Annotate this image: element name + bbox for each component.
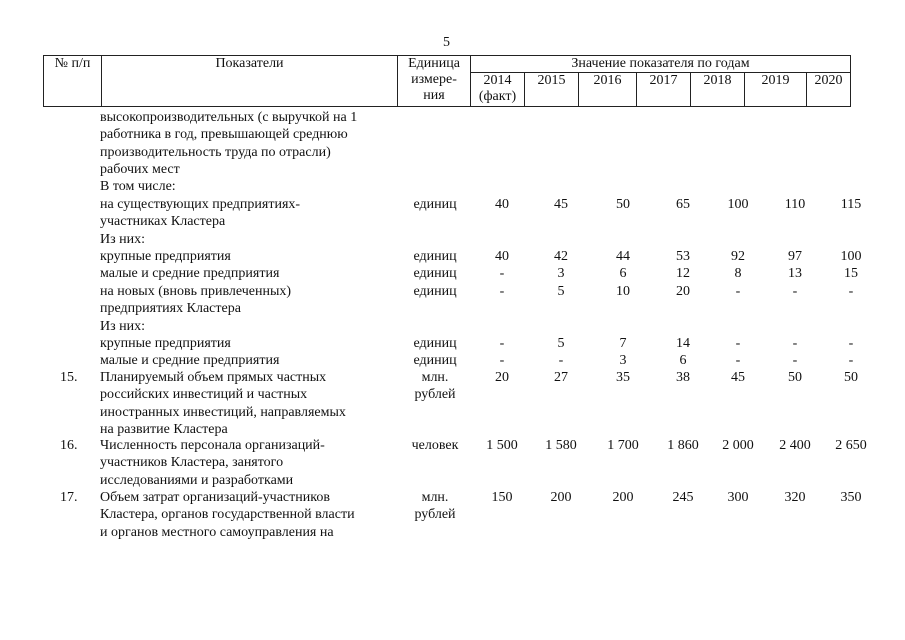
value-cell: 320 [784, 490, 806, 505]
value-cell: 1 860 [667, 438, 699, 453]
value-cell: - [792, 284, 798, 299]
value-cell: 45 [554, 197, 568, 212]
unit-cell: рублей [414, 387, 456, 403]
indicator-text: на развитие Кластера [100, 421, 228, 437]
row-number: 15. [60, 370, 78, 385]
value-cell: - [848, 336, 854, 351]
indicator-text: рабочих мест [100, 161, 180, 177]
indicator-text: В том числе: [100, 179, 176, 194]
indicator-text: Из них: [100, 232, 146, 247]
value-cell: 53 [676, 249, 690, 264]
indicator-text: предприятиях Кластера [100, 301, 241, 317]
value-cell: - [499, 266, 505, 281]
value-cell: 245 [672, 490, 694, 505]
value-cell: 50 [788, 370, 802, 385]
value-cell: 45 [731, 370, 745, 385]
value-cell: - [499, 284, 505, 299]
value-cell: 27 [554, 370, 568, 385]
value-cell: 50 [844, 370, 858, 385]
value-cell: - [792, 336, 798, 351]
unit-cell: человек [411, 438, 459, 453]
value-cell: - [735, 336, 741, 351]
table-header [43, 55, 851, 107]
unit-cell: единиц [413, 353, 457, 368]
value-cell: - [848, 353, 854, 368]
indicator-text: Кластера, органов государственной власти [100, 507, 355, 523]
indicator-text: Объем затрат организаций-участников [100, 490, 330, 505]
value-cell: - [848, 284, 854, 299]
value-cell: 300 [727, 490, 749, 505]
value-cell: 20 [495, 370, 509, 385]
indicator-text: исследованиями и разработками [100, 472, 294, 488]
unit-cell: единиц [413, 249, 457, 264]
value-cell: 10 [616, 284, 630, 299]
header-year-2019: 2019 [745, 73, 807, 107]
header-year-2018: 2018 [691, 73, 745, 107]
value-cell: 12 [676, 266, 690, 281]
value-cell: - [558, 353, 564, 368]
indicator-text: крупные предприятия [100, 336, 231, 351]
indicator-text: на существующих предприятиях- [100, 197, 301, 212]
header-year-2020: 2020 [807, 73, 851, 107]
value-cell: 40 [495, 249, 509, 264]
header-unit: Единица измере- ния [398, 56, 471, 107]
value-cell: 1 700 [607, 438, 639, 453]
value-cell: 5 [557, 284, 565, 299]
value-cell: 350 [840, 490, 862, 505]
value-cell: - [499, 353, 505, 368]
indicator-text: высокопроизводительных (с выручкой на 1 [100, 110, 358, 125]
indicator-text: Численность персонала организаций- [100, 438, 325, 453]
value-cell: 65 [676, 197, 690, 212]
value-cell: 15 [844, 266, 858, 281]
value-cell: - [735, 284, 741, 299]
indicator-text: Из них: [100, 319, 146, 334]
value-cell: 8 [734, 266, 742, 281]
unit-cell: единиц [413, 336, 457, 351]
row-number: 17. [60, 490, 78, 505]
value-cell: 3 [619, 353, 627, 368]
value-cell: 5 [557, 336, 565, 351]
header-year-2017: 2017 [637, 73, 691, 107]
header-num: № п/п [44, 56, 102, 107]
value-cell: 97 [788, 249, 802, 264]
value-cell: 100 [727, 197, 749, 212]
value-cell: 14 [676, 336, 690, 351]
unit-cell: единиц [413, 266, 457, 281]
value-cell: 1 580 [545, 438, 577, 453]
value-cell: 50 [616, 197, 630, 212]
indicator-text: иностранных инвестиций, направляемых [100, 404, 346, 420]
indicator-text: и органов местного самоуправления на [100, 524, 334, 540]
value-cell: 200 [612, 490, 634, 505]
unit-cell: млн. [421, 370, 449, 385]
value-cell: 1 500 [486, 438, 518, 453]
value-cell: 100 [840, 249, 862, 264]
value-cell: 7 [619, 336, 627, 351]
value-cell: 150 [491, 490, 513, 505]
value-cell: 20 [676, 284, 690, 299]
value-cell: 42 [554, 249, 568, 264]
value-cell: 92 [731, 249, 745, 264]
value-cell: 3 [557, 266, 565, 281]
row-number: 16. [60, 438, 78, 453]
indicator-text: на новых (вновь привлеченных) [100, 284, 292, 299]
indicator-text: крупные предприятия [100, 249, 231, 264]
header-indicators: Показатели [102, 56, 398, 107]
indicator-text: Планируемый объем прямых частных [100, 370, 327, 385]
value-cell: 115 [840, 197, 862, 212]
header-year-2015: 2015 [525, 73, 579, 107]
indicator-text: малые и средние предприятия [100, 266, 280, 281]
value-cell: - [792, 353, 798, 368]
indicator-text: производительность труда по отрасли) [100, 144, 331, 160]
header-values-by-year: Значение показателя по годам [471, 56, 851, 73]
value-cell: 6 [679, 353, 687, 368]
page-number: 5 [443, 35, 450, 50]
value-cell: 38 [676, 370, 690, 385]
header-year-2014: 2014 (факт) [471, 73, 525, 107]
indicator-text: участников Кластера, занятого [100, 455, 284, 471]
value-cell: 13 [788, 266, 802, 281]
value-cell: 6 [619, 266, 627, 281]
unit-cell: рублей [414, 507, 456, 523]
indicator-text: малые и средние предприятия [100, 353, 280, 368]
unit-cell: млн. [421, 490, 449, 505]
value-cell: 44 [616, 249, 630, 264]
value-cell: 2 000 [722, 438, 754, 453]
value-cell: 35 [616, 370, 630, 385]
value-cell: - [735, 353, 741, 368]
header-year-2016: 2016 [579, 73, 637, 107]
indicator-text: участниках Кластера [100, 214, 226, 230]
value-cell: 40 [495, 197, 509, 212]
value-cell: 110 [784, 197, 806, 212]
value-cell: 200 [550, 490, 572, 505]
indicator-text: российских инвестиций и частных [100, 387, 308, 403]
unit-cell: единиц [413, 284, 457, 299]
value-cell: 2 400 [779, 438, 811, 453]
value-cell: 2 650 [835, 438, 867, 453]
indicator-text: работника в год, превышающей среднюю [100, 127, 348, 143]
value-cell: - [499, 336, 505, 351]
unit-cell: единиц [413, 197, 457, 212]
